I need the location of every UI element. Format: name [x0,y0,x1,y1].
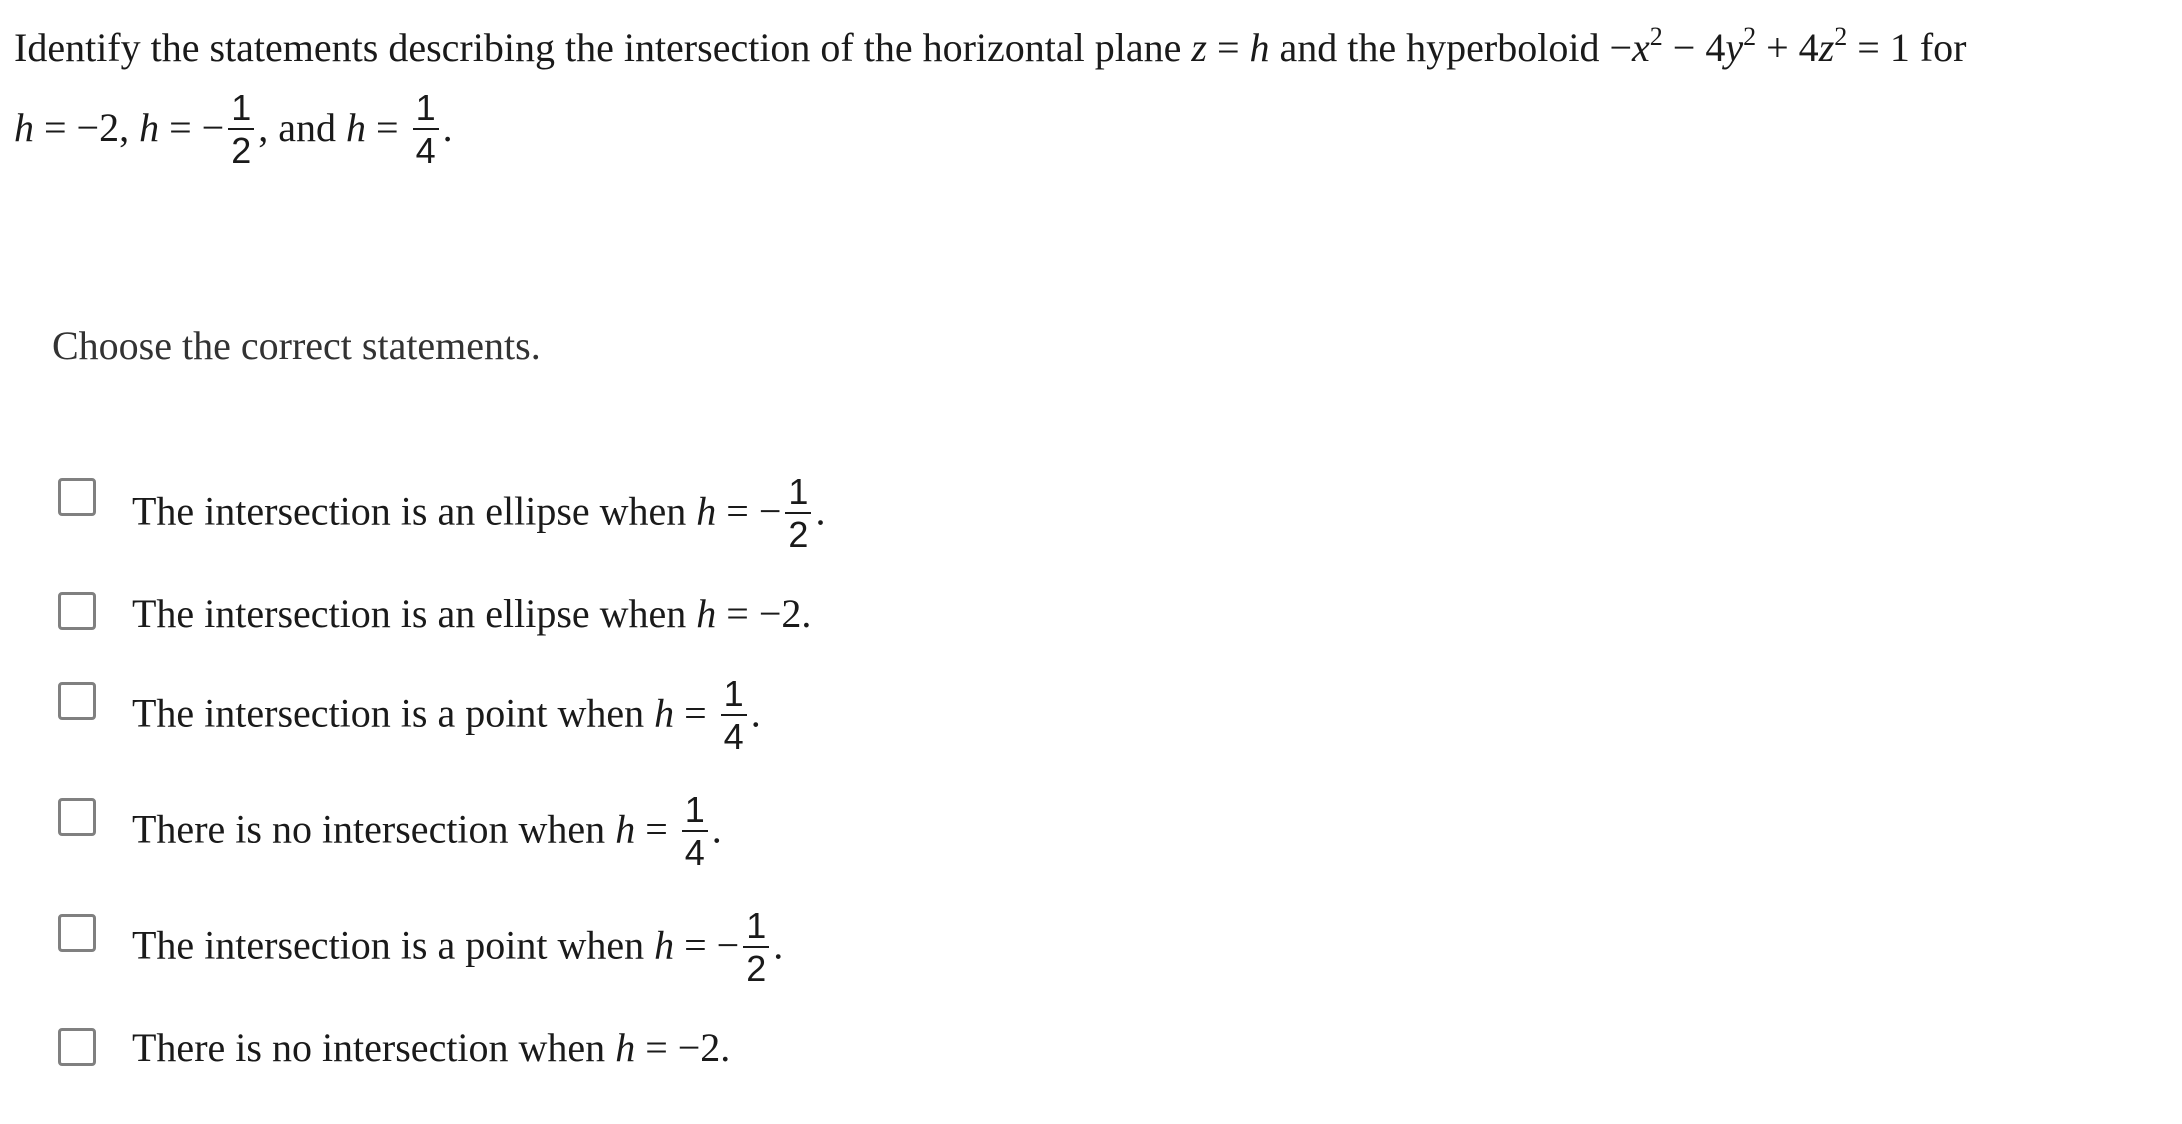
fraction [785,471,811,555]
math-var-h: h [14,105,34,150]
question-text: = 1 for [1847,25,1967,70]
option-text: . [815,488,826,534]
fraction-denominator: 4 [415,130,436,172]
option-1[interactable] [58,468,1258,568]
math-var-y: y [1725,25,1744,70]
question-text: and the hyperboloid − [1269,25,1633,70]
option-text: . [773,922,784,968]
fraction-denominator: 4 [684,832,705,873]
math-op: = −2. [635,1025,731,1070]
option-5-checkbox[interactable] [58,914,96,952]
math-op: − 4 [1662,25,1726,70]
question-text: . [442,105,453,150]
option-text: The intersection is a point when [132,922,655,968]
option-4-checkbox[interactable] [58,798,96,836]
math-var-h: h [139,105,160,150]
option-6-label [132,1024,730,1071]
question-line-1 [14,8,2174,88]
fraction-denominator: 2 [231,130,252,172]
fraction-denominator: 2 [788,514,809,555]
math-op: = −2. [716,591,812,636]
option-2-label [132,590,811,637]
fraction [682,789,708,873]
fraction-numerator: 1 [743,908,769,948]
option-3-checkbox[interactable] [58,682,96,720]
option-text: The intersection is an ellipse when [132,488,697,534]
math-op: = [1206,25,1250,70]
fraction [413,87,439,172]
math-op: + 4 [1756,25,1819,70]
option-text: . [750,690,761,736]
math-var-h: h [615,806,636,852]
fraction-numerator: 1 [785,474,811,514]
fraction-numerator: 1 [413,90,439,130]
option-text: The intersection is a point when [132,690,655,736]
option-1-label [132,471,826,555]
fraction-denominator: 2 [746,948,767,989]
option-text: The intersection is an ellipse when [132,591,697,636]
math-var-h: h [696,591,717,636]
math-var-h: h [346,105,367,150]
math-var-h: h [615,1025,636,1070]
math-var-z: z [1191,25,1207,70]
option-text: There is no intersection when [132,806,616,852]
math-var-x: x [1632,25,1650,70]
fraction [721,673,747,757]
option-text: . [711,806,722,852]
math-var-z: z [1818,25,1835,70]
question-text: , and [258,105,347,150]
math-op: = [635,806,678,852]
option-2-checkbox[interactable] [58,592,96,630]
math-op: = [674,690,717,736]
math-var-h: h [696,488,717,534]
option-5-label [132,905,784,989]
option-4[interactable] [58,784,1258,884]
fraction [228,87,254,172]
option-6[interactable] [58,1024,1258,1124]
option-1-checkbox[interactable] [58,478,96,516]
exponent: 2 [1743,22,1757,51]
exponent: 2 [1834,22,1848,51]
math-var-h: h [654,922,675,968]
math-var-h: h [654,690,675,736]
question-text: Identify the statements describing the intersection of the horizontal plane [14,25,1192,70]
math-op: = − [674,922,740,968]
question-line-2 [14,87,2174,172]
math-var-h: h [1249,25,1270,70]
option-3-label [132,673,761,757]
option-4-label [132,789,722,873]
instruction-text: Choose the correct statements. [52,323,541,368]
fraction-numerator: 1 [682,792,708,832]
fraction [743,905,769,989]
math-op: = [366,105,409,150]
fraction-denominator: 4 [723,716,744,757]
math-op: = − [159,105,225,150]
exponent: 2 [1649,22,1663,51]
question-prompt [14,8,2174,172]
fraction-numerator: 1 [228,90,254,130]
math-op: = −2, [34,105,140,150]
option-text: There is no intersection when [132,1025,616,1070]
math-op: = − [716,488,782,534]
option-5[interactable] [58,900,1258,1000]
option-6-checkbox[interactable] [58,1028,96,1066]
fraction-numerator: 1 [721,676,747,716]
option-3[interactable] [58,668,1258,768]
